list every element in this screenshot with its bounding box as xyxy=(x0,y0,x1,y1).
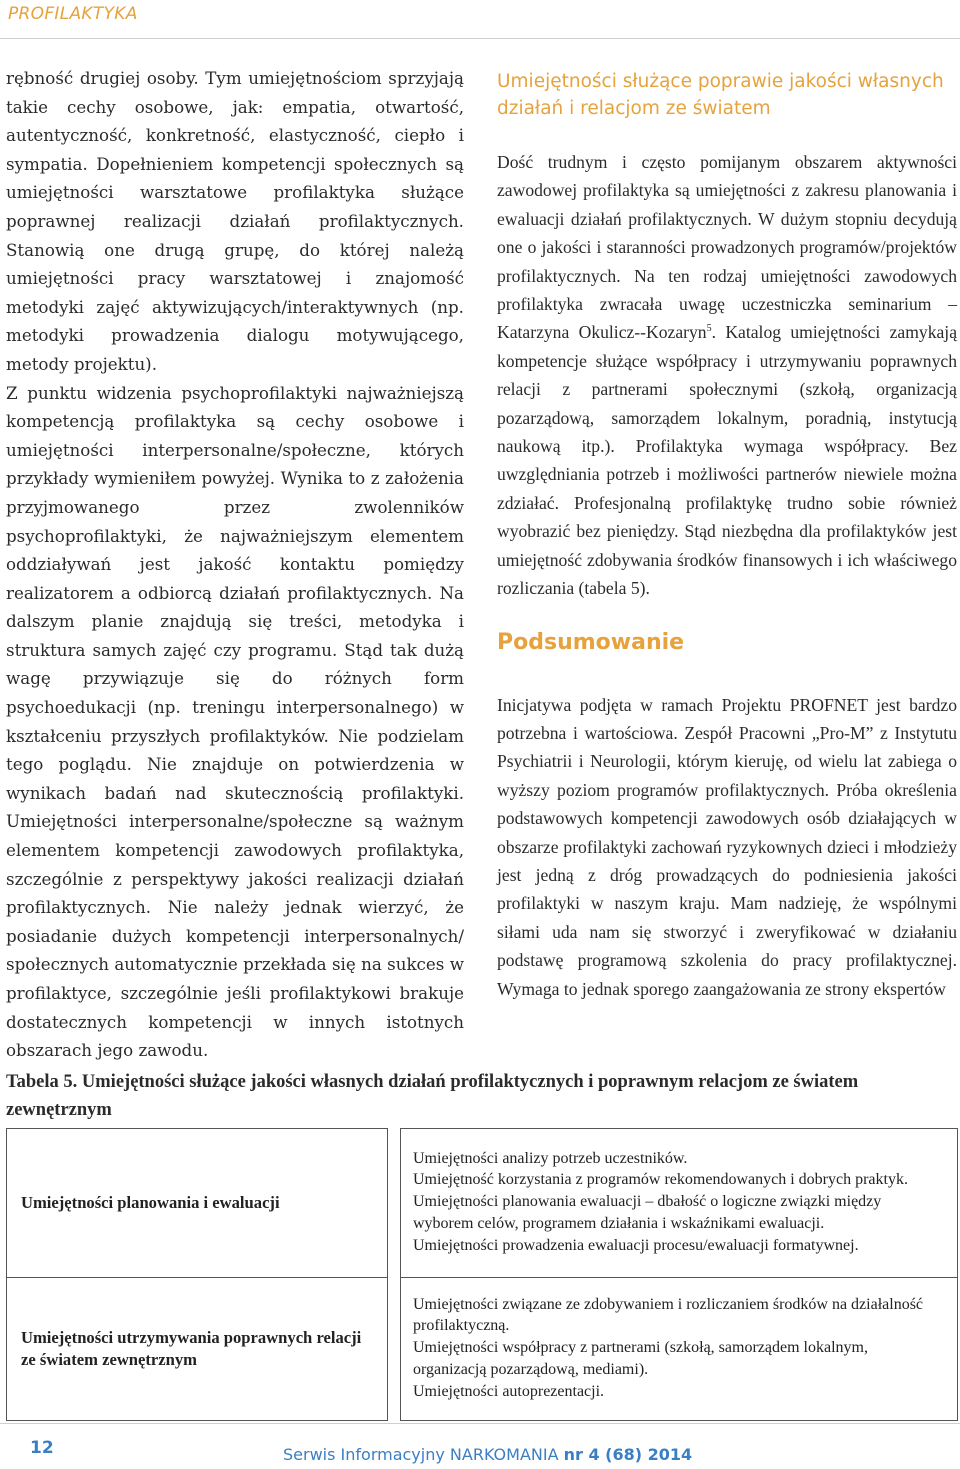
right-paragraph-1 xyxy=(497,148,957,603)
table-row xyxy=(7,1278,958,1421)
table-row-label: Umiejętności planowania i ewaluacji xyxy=(7,1129,388,1278)
table-item: Umiejętności związane ze zdobywaniem i rozliczaniem środków na działalność profilaktyczną. xyxy=(413,1295,924,1335)
table-caption: Tabela 5. Umiejętności służące jakości własnych działań profilaktycznych i poprawnym relacjom ze światem zewnętrznym xyxy=(6,1072,859,1120)
subheading: Umiejętności służące poprawie jakości własnych działań i relacjom ze światem xyxy=(497,71,944,119)
right-paragraph-1-text: Dość trudnym i często pomijanym obszarem aktywności zawodowej profilaktyka są umiejętności z zakresu planowania i ewaluacji działań profilaktycznych. W dużym stopniu decydują one o jakości i staranności prowadzonych programów/projektów profilaktycznych. Na ten rodzaj umiejętności zawodowych profilaktyka zwracała uwagę uczestniczka seminarium – Katarzyna Okulicz--Kozaryn xyxy=(497,152,957,343)
table-item: Umiejętność korzystania z programów rekomendowanych i dobrych praktyk. xyxy=(413,1171,908,1189)
footer-publication xyxy=(283,1445,692,1464)
table-item: Umiejętności współpracy z partnerami (szkołą, samorządem lokalnym, organizacją pozarządową, mediami). xyxy=(413,1339,868,1378)
table-item: Umiejętności autoprezentacji. xyxy=(413,1382,605,1400)
table-row-content xyxy=(401,1278,958,1421)
header-rule xyxy=(0,38,960,39)
table-item: Umiejętności prowadzenia ewaluacji procesu/ewaluacji formatywnej. xyxy=(413,1236,859,1254)
footer-rule xyxy=(0,1423,960,1424)
table-item: Umiejętności analizy potrzeb uczestników. xyxy=(413,1149,688,1167)
page-number: 12 xyxy=(30,1438,54,1458)
table-gutter xyxy=(388,1129,401,1278)
table-item: Umiejętności planowania ewaluacji – dbałość o logiczne związki między wyborem celów, programem działania i wskaźnikami ewaluacji. xyxy=(413,1193,882,1232)
section-heading-podsumowanie: Podsumowanie xyxy=(497,629,685,655)
footnote-ref[interactable]: 5 xyxy=(706,323,712,335)
table-row xyxy=(7,1129,958,1278)
left-column xyxy=(6,64,464,1065)
table-gutter xyxy=(388,1278,401,1421)
section-label: PROFILAKTYKA xyxy=(8,4,138,24)
publication-name: Serwis Informacyjny NARKOMANIA xyxy=(283,1445,559,1464)
table-row-content xyxy=(401,1129,958,1278)
right-column xyxy=(497,68,957,1003)
table-row-label: Umiejętności utrzymywania poprawnych relacji ze światem zewnętrznym xyxy=(7,1278,388,1421)
left-paragraph-2: Z punktu widzenia psychoprofilaktyki najważniejszą kompetencją profilaktyka są cechy osobowe i umiejętności interpersonalne/społeczne, których przykłady wymieniłem powyżej. Wynika to z założenia przyjmowanego przez zwolenników psychoprofilaktyki, że najważniejszym elementem oddziaływań jest jakość kontaktu pomiędzy realizatorem a odbiorcą działań profilaktycznych. Na dalszym planie znajdują się treści, metodyka i struktura samych zajęć czy programu. Stąd tak dużą wagę przywiązuje się do różnych form psychoedukacji (np. treningu interpersonalnego) w kształceniu przyszłych profilaktyków. Nie podzielam tego poglądu. Nie znajduje on potwierdzenia w wynikach badań nad skutecznością profilaktyki. Umiejętności interpersonalne/społeczne są ważnym elementem kompetencji zawodowych profilaktyka, szczególnie z perspektywy jakości realizacji działań profilaktycznych. Nie należy jednak wierzyć, że posiadanie dużych kompetencji interpersonalnych/ społecznych automatycznie przekłada się na sukces w profilaktyce, szczególnie jeśli profilaktykowi brakuje dostatecznych kompetencji w innych istotnych obszarach jego zawodu. xyxy=(6,382,464,1061)
skills-table xyxy=(6,1128,958,1421)
left-paragraph-1: rębność drugiej osoby. Tym umiejętnościom sprzyjają takie cechy osobowe, jak: empatia, otwartość, autentyczność, konkretność, elastyczność, ciepło i sympatia. Dopełnieniem kompetencji społecznych są umiejętności warsztatowe profilaktyka służące poprawnej realizacji działań profilaktycznych. Stanowią one drugą grupę, do której należą umiejętności pracy warsztatowej i znajomość metodyki zajęć aktywizujących/interaktywnych (np. metodyki prowadzenia dialogu motywującego, metody projektu). xyxy=(6,68,464,374)
issue-number: nr 4 (68) 2014 xyxy=(563,1445,693,1464)
right-paragraph-2: Inicjatywa podjęta w ramach Projektu PROFNET jest bardzo potrzebna i wartościowa. Zespół Pracowni „Pro-M” z Instytutu Psychiatrii i Neurologii, którym kieruję, od wielu lat zabiega o wyższy poziom programów profilaktycznych. Próba określenia podstawowych kompetencji zawodowych osób działających w obszarze profilaktyki zachowań ryzykownych dzieci i młodzieży jest jedną z dróg prowadzących do podniesienia jakości profilaktyki w naszym kraju. Mam nadzieję, że wspólnymi siłami uda nam się stworzyć i zweryfikować w działaniu podstawę programową szkolenia do pracy profilaktycznej. Wymaga to jednak sporego zaangażowania ze strony ekspertów xyxy=(497,694,957,999)
right-paragraph-1-text-cont: . Katalog umiejętności zamykają kompetencje służące współpracy i utrzymywaniu poprawnych relacji z partnerami społecznymi (szkołą, organizacją pozarządową, samorządem lokalnym, poradnią, instytucją naukową itp.). Profilaktyka wymaga współpracy. Bez uwzględniania potrzeb i możliwości partnerów niewiele można zdziałać. Profesjonalną profilaktykę trudno sobie również wyobrazić bez pieniędzy. Stąd niezbędna dla profilaktyków jest umiejętność zdobywania środków finansowych i ich właściwego rozliczania (tabela 5). xyxy=(497,322,958,599)
